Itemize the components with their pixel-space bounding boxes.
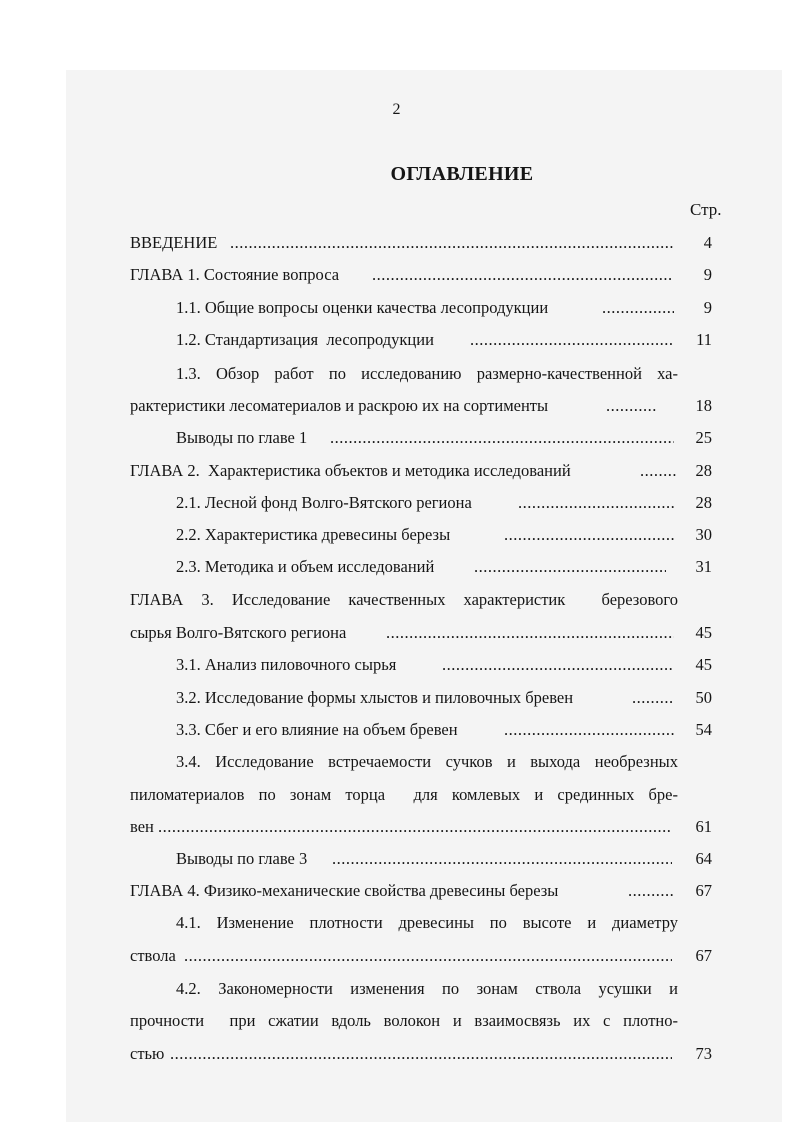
toc-entry-1-3-line-2[interactable]: рактеристики лесоматериалов и раскрою их на сортименты (130, 396, 549, 415)
toc-title: ОГЛАВЛЕНИЕ (390, 163, 534, 185)
leader-dots (442, 653, 672, 677)
leader-dots (474, 555, 666, 579)
toc-entry-conclusions-3[interactable]: Выводы по главе 3 (176, 849, 308, 868)
toc-page-chapter-2: 28 (695, 461, 712, 480)
toc-page-4-1: 67 (695, 946, 712, 965)
leader-dots (230, 231, 674, 255)
page-number: 2 (392, 101, 401, 118)
toc-page-conclusions-1: 25 (695, 428, 712, 447)
leader-dots (504, 718, 676, 742)
toc-page-3-1: 45 (695, 655, 712, 674)
toc-entry-1-2[interactable]: 1.2. Стандартизация лесопродукции (176, 330, 434, 349)
toc-entry-3-3[interactable]: 3.3. Сбег и его влияние на объем бревен (176, 720, 458, 739)
leader-dots (158, 815, 672, 839)
toc-page-1-2: 11 (696, 330, 712, 349)
leader-dots (330, 426, 674, 450)
toc-entry-4-2-line-1[interactable]: 4.2. Закономерности изменения по зонам ствола усушки и (176, 979, 678, 998)
leader-dots (386, 621, 674, 645)
toc-page-3-2: 50 (695, 688, 712, 707)
toc-entry-chapter-4[interactable]: ГЛАВА 4. Физико-механические свойства древесины березы (130, 881, 559, 900)
toc-entry-4-2-line-3[interactable]: стью (130, 1044, 165, 1063)
toc-entry-2-3[interactable]: 2.3. Методика и объем исследований (176, 557, 435, 576)
toc-page-2-3: 31 (695, 557, 712, 576)
toc-entry-3-4-line-2[interactable]: пиломатериалов по зонам торца для комлевых и срединных бре- (130, 785, 678, 804)
toc-page-4-2: 73 (695, 1044, 712, 1063)
toc-page-1-1: 9 (703, 298, 712, 317)
toc-page-2-1: 28 (695, 493, 712, 512)
leader-dots (518, 491, 674, 515)
toc-page-chapter-3: 45 (695, 623, 712, 642)
leader-dots (606, 394, 658, 418)
leader-dots (170, 1042, 672, 1066)
toc-entry-2-1[interactable]: 2.1. Лесной фонд Волго-Вятского региона (176, 493, 472, 512)
leader-dots (184, 944, 672, 968)
toc-entry-3-1[interactable]: 3.1. Анализ пиловочного сырья (176, 655, 397, 674)
toc-entry-1-1[interactable]: 1.1. Общие вопросы оценки качества лесопродукции (176, 298, 549, 317)
toc-page-3-4: 61 (695, 817, 712, 836)
toc-entry-chapter-3-line-1[interactable]: ГЛАВА 3. Исследование качественных характеристик березового (130, 590, 678, 609)
toc-entry-4-2-line-2[interactable]: прочности при сжатии вдоль волокон и взаимосвязь их с плотно- (130, 1011, 678, 1030)
toc-page-2-2: 30 (695, 525, 712, 544)
toc-entry-4-1-line-2[interactable]: ствола (130, 946, 176, 965)
leader-dots (332, 847, 672, 871)
toc-page-intro: 4 (703, 233, 712, 252)
toc-entry-3-2[interactable]: 3.2. Исследование формы хлыстов и пиловочных бревен (176, 688, 574, 707)
leader-dots (504, 523, 674, 547)
leader-dots (372, 263, 672, 287)
toc-entry-1-3-line-1[interactable]: 1.3. Обзор работ по исследованию размерно-качественной ха- (176, 364, 678, 383)
toc-entry-4-1-line-1[interactable]: 4.1. Изменение плотности древесины по высоте и диаметру (176, 913, 678, 932)
toc-entry-3-4-line-1[interactable]: 3.4. Исследование встречаемости сучков и выхода необрезных (176, 752, 678, 771)
toc-entry-chapter-1[interactable]: ГЛАВА 1. Состояние вопроса (130, 265, 340, 284)
toc-page-1-3: 18 (695, 396, 712, 415)
toc-entry-intro[interactable]: ВВЕДЕНИЕ (130, 233, 218, 252)
toc-page-3-3: 54 (695, 720, 712, 739)
toc-page-conclusions-3: 64 (695, 849, 712, 868)
toc-entry-2-2[interactable]: 2.2. Характеристика древесины березы (176, 525, 451, 544)
page-column-label: Стр. (690, 200, 722, 219)
toc-page-chapter-4: 67 (695, 881, 712, 900)
toc-entry-conclusions-1[interactable]: Выводы по главе 1 (176, 428, 308, 447)
toc-entry-chapter-3-line-2[interactable]: сырья Волго-Вятского региона (130, 623, 347, 642)
leader-dots (602, 296, 674, 320)
toc-entry-3-4-line-3[interactable]: вен (130, 817, 154, 836)
leader-dots (470, 328, 674, 352)
toc-entry-chapter-2[interactable]: ГЛАВА 2. Характеристика объектов и методика исследований (130, 461, 571, 480)
toc-page-chapter-1: 9 (703, 265, 712, 284)
